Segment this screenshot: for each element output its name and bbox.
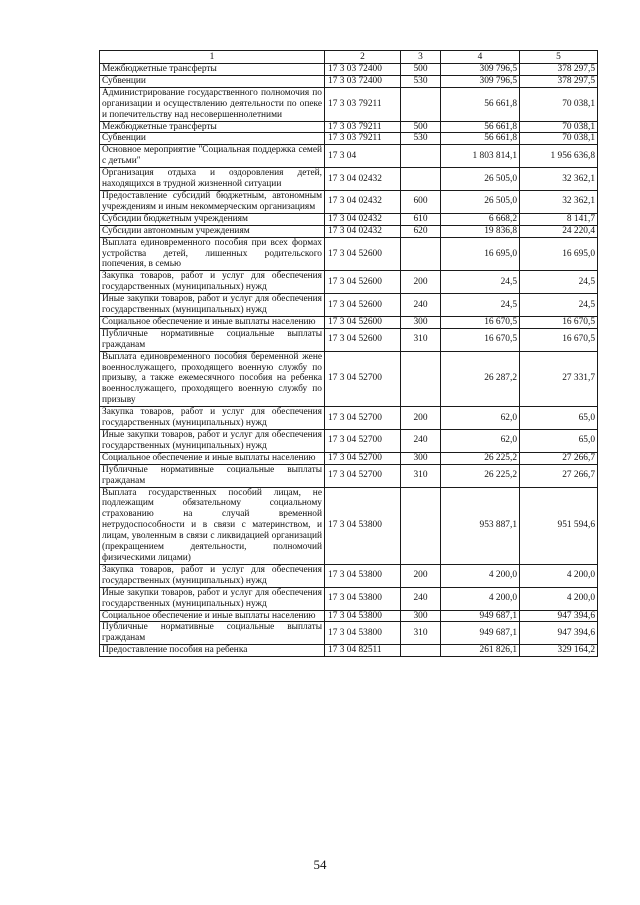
table-row	[100, 564, 598, 587]
budget-code: 17 3 03 79211	[325, 133, 401, 145]
row-name: Публичные нормативные социальные выплаты гражданам	[100, 464, 325, 487]
table-row	[100, 587, 598, 610]
expense-type: 240	[401, 294, 441, 317]
amount-year-2: 16 695,0	[520, 237, 598, 271]
amount-year-1: 949 687,1	[441, 610, 520, 622]
amount-year-2: 70 038,1	[520, 87, 598, 121]
row-name: Субвенции	[100, 133, 325, 145]
amount-year-1: 1 803 814,1	[441, 145, 520, 168]
amount-year-2: 947 394,6	[520, 610, 598, 622]
table-row	[100, 328, 598, 351]
budget-table	[99, 50, 598, 657]
amount-year-2: 16 670,5	[520, 316, 598, 328]
amount-year-2: 4 200,0	[520, 587, 598, 610]
row-name: Социальное обеспечение и иные выплаты населению	[100, 452, 325, 464]
amount-year-2: 27 331,7	[520, 351, 598, 407]
budget-code: 17 3 04 52700	[325, 452, 401, 464]
expense-type: 240	[401, 430, 441, 453]
amount-year-2: 8 141,7	[520, 213, 598, 225]
expense-type: 500	[401, 121, 441, 133]
expense-type: 300	[401, 316, 441, 328]
budget-code: 17 3 04 52600	[325, 271, 401, 294]
amount-year-2: 27 266,7	[520, 452, 598, 464]
table-row	[100, 407, 598, 430]
table-header-row	[100, 51, 598, 64]
table-row	[100, 121, 598, 133]
budget-code: 17 3 04 53800	[325, 487, 401, 564]
amount-year-1: 261 826,1	[441, 645, 520, 657]
table-row	[100, 87, 598, 121]
row-name: Закупка товаров, работ и услуг для обеспечения государственных (муниципальных) нужд	[100, 407, 325, 430]
amount-year-2: 70 038,1	[520, 121, 598, 133]
expense-type: 310	[401, 328, 441, 351]
amount-year-1: 4 200,0	[441, 564, 520, 587]
amount-year-2: 951 594,6	[520, 487, 598, 564]
budget-code: 17 3 04 53800	[325, 587, 401, 610]
amount-year-1: 62,0	[441, 430, 520, 453]
expense-type: 200	[401, 271, 441, 294]
amount-year-2: 70 038,1	[520, 133, 598, 145]
table-row	[100, 75, 598, 87]
amount-year-2: 24,5	[520, 271, 598, 294]
amount-year-2: 16 670,5	[520, 328, 598, 351]
expense-type: 240	[401, 587, 441, 610]
expense-type: 300	[401, 452, 441, 464]
expense-type	[401, 237, 441, 271]
budget-code: 17 3 04 02432	[325, 168, 401, 191]
budget-code: 17 3 04 52700	[325, 351, 401, 407]
amount-year-1: 26 225,2	[441, 464, 520, 487]
row-name: Выплата единовременного пособия при всех формах устройства детей, лишенных родительского попечения, в семью	[100, 237, 325, 271]
budget-code: 17 3 04 52700	[325, 464, 401, 487]
amount-year-1: 56 661,8	[441, 121, 520, 133]
header-col-1: 1	[100, 51, 325, 64]
table-row	[100, 225, 598, 237]
amount-year-1: 4 200,0	[441, 587, 520, 610]
expense-type	[401, 87, 441, 121]
budget-code: 17 3 04 53800	[325, 622, 401, 645]
expense-type: 200	[401, 564, 441, 587]
amount-year-2: 65,0	[520, 407, 598, 430]
amount-year-2: 24 220,4	[520, 225, 598, 237]
row-name: Субсидии бюджетным учреждениям	[100, 213, 325, 225]
expense-type	[401, 168, 441, 191]
table-row	[100, 487, 598, 564]
table-row	[100, 351, 598, 407]
budget-code: 17 3 04 52600	[325, 237, 401, 271]
budget-code: 17 3 04 53800	[325, 610, 401, 622]
amount-year-1: 56 661,8	[441, 87, 520, 121]
row-name: Организация отдыха и оздоровления детей, находящихся в трудной жизненной ситуации	[100, 168, 325, 191]
row-name: Публичные нормативные социальные выплаты гражданам	[100, 622, 325, 645]
header-col-5: 5	[520, 51, 598, 64]
expense-type	[401, 351, 441, 407]
budget-code: 17 3 04 02432	[325, 213, 401, 225]
row-name: Социальное обеспечение и иные выплаты населению	[100, 610, 325, 622]
amount-year-2: 378 297,5	[520, 64, 598, 76]
row-name: Выплата государственных пособий лицам, не подлежащим обязательному социальному страхованию на случай временной нетрудоспособности и в связи с материнством, и лицам, уволенным в связи с ликвидацией организаций (прекращением деятельности, полномочий физическими лицами)	[100, 487, 325, 564]
amount-year-1: 16 670,5	[441, 316, 520, 328]
budget-code: 17 3 04 52700	[325, 407, 401, 430]
budget-code: 17 3 03 79211	[325, 87, 401, 121]
row-name: Межбюджетные трансферты	[100, 121, 325, 133]
budget-code: 17 3 03 72400	[325, 75, 401, 87]
budget-code: 17 3 03 79211	[325, 121, 401, 133]
amount-year-2: 27 266,7	[520, 464, 598, 487]
expense-type	[401, 487, 441, 564]
page-number: 54	[313, 857, 327, 872]
row-name: Социальное обеспечение и иные выплаты населению	[100, 316, 325, 328]
amount-year-1: 16 695,0	[441, 237, 520, 271]
expense-type: 500	[401, 64, 441, 76]
expense-type: 530	[401, 75, 441, 87]
row-name: Администрирование государственного полномочия по организации и осуществлению деятельности по опеке и попечительству над несовершеннолетними	[100, 87, 325, 121]
amount-year-2: 65,0	[520, 430, 598, 453]
row-name: Публичные нормативные социальные выплаты гражданам	[100, 328, 325, 351]
row-name: Основное мероприятие "Социальная поддержка семей с детьми"	[100, 145, 325, 168]
amount-year-1: 6 668,2	[441, 213, 520, 225]
amount-year-2: 947 394,6	[520, 622, 598, 645]
row-name: Закупка товаров, работ и услуг для обеспечения государственных (муниципальных) нужд	[100, 271, 325, 294]
row-name: Межбюджетные трансферты	[100, 64, 325, 76]
budget-code: 17 3 04 82511	[325, 645, 401, 657]
amount-year-1: 16 670,5	[441, 328, 520, 351]
expense-type	[401, 145, 441, 168]
amount-year-1: 19 836,8	[441, 225, 520, 237]
expense-type: 610	[401, 213, 441, 225]
amount-year-1: 949 687,1	[441, 622, 520, 645]
table-row	[100, 213, 598, 225]
table-row	[100, 622, 598, 645]
table-row	[100, 645, 598, 657]
row-name: Иные закупки товаров, работ и услуг для обеспечения государственных (муниципальных) нужд	[100, 587, 325, 610]
amount-year-2: 4 200,0	[520, 564, 598, 587]
amount-year-2: 24,5	[520, 294, 598, 317]
expense-type: 620	[401, 225, 441, 237]
amount-year-2: 1 956 636,8	[520, 145, 598, 168]
amount-year-1: 26 505,0	[441, 168, 520, 191]
table-row	[100, 271, 598, 294]
table-row	[100, 316, 598, 328]
header-col-3: 3	[401, 51, 441, 64]
header-col-2: 2	[325, 51, 401, 64]
amount-year-1: 24,5	[441, 271, 520, 294]
amount-year-1: 24,5	[441, 294, 520, 317]
row-name: Иные закупки товаров, работ и услуг для обеспечения государственных (муниципальных) нужд	[100, 294, 325, 317]
amount-year-1: 26 505,0	[441, 190, 520, 213]
table-row	[100, 64, 598, 76]
row-name: Закупка товаров, работ и услуг для обеспечения государственных (муниципальных) нужд	[100, 564, 325, 587]
budget-code: 17 3 03 72400	[325, 64, 401, 76]
table-row	[100, 190, 598, 213]
budget-code: 17 3 04 52700	[325, 430, 401, 453]
expense-type: 310	[401, 464, 441, 487]
amount-year-1: 26 225,2	[441, 452, 520, 464]
budget-code: 17 3 04 52600	[325, 294, 401, 317]
amount-year-2: 329 164,2	[520, 645, 598, 657]
table-row	[100, 145, 598, 168]
amount-year-2: 378 297,5	[520, 75, 598, 87]
budget-code: 17 3 04 02432	[325, 225, 401, 237]
table-row	[100, 133, 598, 145]
budget-code: 17 3 04 02432	[325, 190, 401, 213]
amount-year-1: 56 661,8	[441, 133, 520, 145]
header-col-4: 4	[441, 51, 520, 64]
table-row	[100, 452, 598, 464]
row-name: Субсидии автономным учреждениям	[100, 225, 325, 237]
amount-year-1: 953 887,1	[441, 487, 520, 564]
amount-year-1: 309 796,5	[441, 75, 520, 87]
table-row	[100, 168, 598, 191]
amount-year-2: 32 362,1	[520, 168, 598, 191]
table-row	[100, 610, 598, 622]
amount-year-1: 309 796,5	[441, 64, 520, 76]
expense-type: 530	[401, 133, 441, 145]
expense-type	[401, 645, 441, 657]
budget-table-page	[99, 50, 597, 657]
row-name: Предоставление субсидий бюджетным, автономным учреждениям и иным некоммерческим организациям	[100, 190, 325, 213]
expense-type: 310	[401, 622, 441, 645]
amount-year-2: 32 362,1	[520, 190, 598, 213]
amount-year-1: 26 287,2	[441, 351, 520, 407]
row-name: Выплата единовременного пособия беременной жене военнослужащего, проходящего военную службу по призыву, а также ежемесячного пособия на ребенка военнослужащего, проходящего военную службу по призыву	[100, 351, 325, 407]
expense-type: 200	[401, 407, 441, 430]
budget-code: 17 3 04 52600	[325, 316, 401, 328]
table-row	[100, 294, 598, 317]
expense-type: 600	[401, 190, 441, 213]
table-row	[100, 430, 598, 453]
budget-code: 17 3 04 53800	[325, 564, 401, 587]
row-name: Иные закупки товаров, работ и услуг для обеспечения государственных (муниципальных) нужд	[100, 430, 325, 453]
table-row	[100, 237, 598, 271]
budget-code: 17 3 04	[325, 145, 401, 168]
row-name: Предоставление пособия на ребенка	[100, 645, 325, 657]
budget-code: 17 3 04 52600	[325, 328, 401, 351]
expense-type: 300	[401, 610, 441, 622]
table-row	[100, 464, 598, 487]
amount-year-1: 62,0	[441, 407, 520, 430]
row-name: Субвенции	[100, 75, 325, 87]
